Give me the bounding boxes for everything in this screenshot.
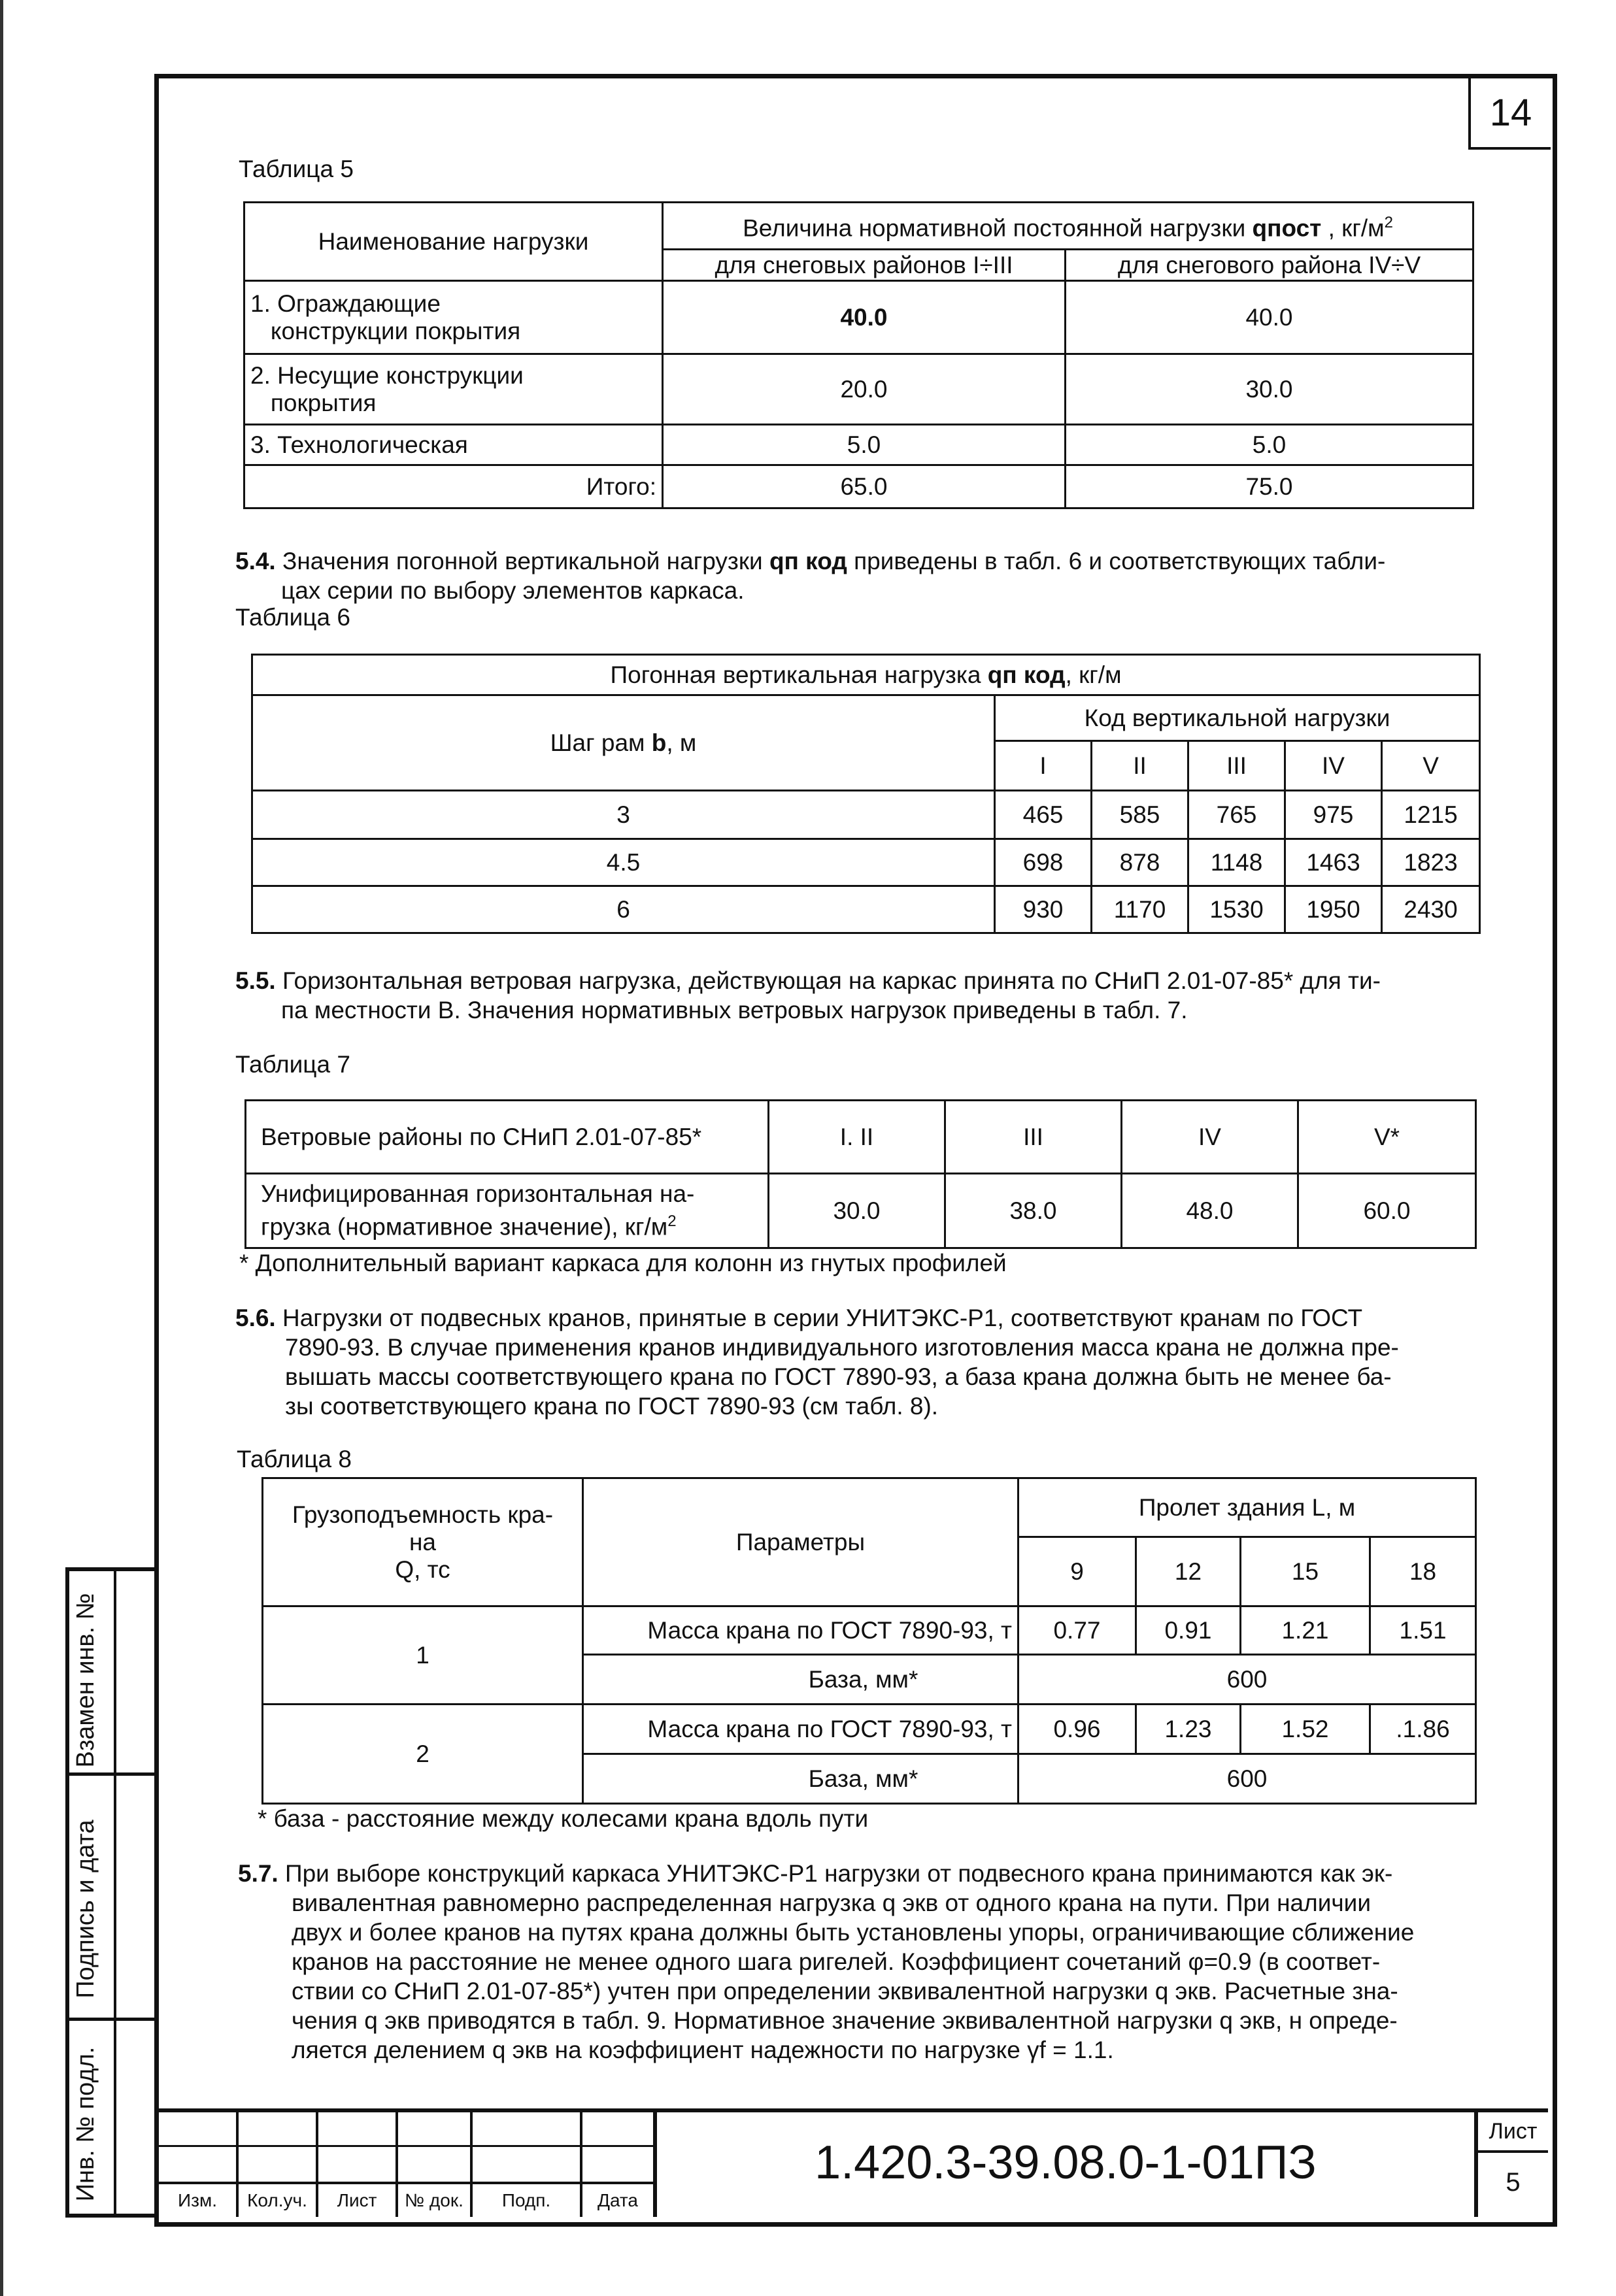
table8-mass: 1.21: [1241, 1606, 1370, 1655]
col-izm: Изм.: [178, 2190, 217, 2210]
table8-span-header: Пролет здания L, м: [1018, 1478, 1476, 1537]
sheet-box: [1474, 2112, 1552, 2217]
table6-step-header: Шаг рам b, м: [252, 695, 995, 791]
side-label-sign-date: Подпись и дата: [72, 1820, 99, 1999]
table5-row-value: 40.0: [1066, 281, 1473, 354]
binding-edge-line: [0, 0, 3, 2296]
paragraph-5-7: 5.7. При выборе конструкций каркаса УНИТЭКС-Р1 нагрузки от подвесного крана принимаются как эк- вивалентная равномерно распределенная нагрузка q экв от одного крана на пути. При наличии двух и более кранов на путях крана должны быть установлены упоры, ограничивающие сближение кранов на расстояние не менее одного шага ригелей. Коэффициент сочетаний φ=0.9 (в соответ- ствии со СНиП 2.01-07-85*) учтен при определении эквивалентной нагрузки q экв. Расчетные зна- чения q экв приводятся в табл. 9. Нормативное значение эквивалентной нагрузки q экв, н опреде- ляется делением q экв на коэффициент надежности по нагрузке γf = 1.1.: [238, 1860, 1415, 2063]
table6-cell: 975: [1285, 791, 1382, 839]
table8-base-label: База, мм*: [583, 1655, 1018, 1705]
table7-region: V*: [1298, 1101, 1476, 1174]
side-label-inv-original: Инв. № подл.: [72, 2046, 99, 2202]
table5-caption: Таблица 5: [239, 156, 354, 182]
table7-header-label: Ветровые районы по СНиП 2.01-07-85*: [246, 1101, 769, 1174]
table6: [251, 654, 1481, 934]
table8-capacity-header: Грузоподъемность кра- на Q, тс: [263, 1478, 583, 1606]
table8-span: 9: [1018, 1537, 1136, 1606]
table8-base-label: База, мм*: [583, 1754, 1018, 1804]
table8-mass-label: Масса крана по ГОСТ 7890-93, т: [583, 1705, 1018, 1754]
grid-line: [159, 2182, 653, 2184]
table5-row-value: 5.0: [663, 425, 1066, 465]
table5-row-value: 20.0: [663, 354, 1066, 425]
table6-title: Погонная вертикальная нагрузка qп код, кг/м: [252, 655, 1480, 695]
corner-number: 14: [1489, 92, 1532, 134]
table8-capacity: 2: [263, 1705, 583, 1804]
table5: [243, 201, 1474, 509]
table6-cell: 698: [995, 839, 1092, 886]
table8-mass: 1.52: [1241, 1705, 1370, 1754]
table6-code: II: [1092, 741, 1188, 791]
paragraph-5-6: 5.6. Нагрузки от подвесных кранов, принятые в серии УНИТЭКС-Р1, соответствуют кранам по ГОСТ 7890-93. В случае применения кранов индивидуального изготовления масса крана не должна пре- вышать массы соответствующего крана по ГОСТ 7890-93, а база крана должна быть не менее ба- зы соответствующего крана по ГОСТ 7890-93 (см табл. 8).: [235, 1305, 1399, 1420]
table6-cell: 930: [995, 886, 1092, 933]
table7-region: III: [945, 1101, 1122, 1174]
title-block: [159, 2108, 1548, 2217]
table6-cell: 1950: [1285, 886, 1382, 933]
table8-capacity: 1: [263, 1606, 583, 1705]
table8-span: 15: [1241, 1537, 1370, 1606]
table7-region: I. II: [769, 1101, 945, 1174]
table5-subheader-2: для снегового района IV÷V: [1066, 250, 1473, 281]
table6-code-header: Код вертикальной нагрузки: [995, 695, 1480, 741]
table8-mass-label: Масса крана по ГОСТ 7890-93, т: [583, 1606, 1018, 1655]
col-podp: Подп.: [501, 2190, 551, 2210]
table7-row-label: Унифицированная горизонтальная на- грузка (нормативное значение), $кг/м^2$: [246, 1174, 769, 1248]
table8-footnote: * база - расстояние между колесами крана вдоль пути: [258, 1805, 869, 1832]
table6-cell: 2430: [1382, 886, 1480, 933]
table6-code: V: [1382, 741, 1480, 791]
table8-span: 12: [1136, 1537, 1241, 1606]
table6-cell: 878: [1092, 839, 1188, 886]
sheet-number: 5: [1506, 2168, 1521, 2197]
table6-cell: 1215: [1382, 791, 1480, 839]
table6-step: 6: [252, 886, 995, 933]
table8-mass: 0.77: [1018, 1606, 1136, 1655]
table5-total-value: 65.0: [663, 465, 1066, 508]
table8-params-header: Параметры: [583, 1478, 1018, 1606]
table7-region: IV: [1122, 1101, 1298, 1174]
table6-cell: 1148: [1188, 839, 1285, 886]
corner-number-box: [1468, 78, 1551, 150]
table6-code: III: [1188, 741, 1285, 791]
table5-row-value: 30.0: [1066, 354, 1473, 425]
table6-cell: 765: [1188, 791, 1285, 839]
table6-cell: 1170: [1092, 886, 1188, 933]
table5-row-name: 2. Несущие конструкции покрытия: [244, 354, 663, 425]
col-kolvo-uch: Кол.уч.: [247, 2190, 307, 2210]
table8-mass: 1.23: [1136, 1705, 1241, 1754]
col-n-dok: № док.: [405, 2190, 463, 2210]
document-designation: 1.420.3-39.08.0-1-01ПЗ: [815, 2137, 1317, 2189]
col-data: Дата: [597, 2190, 638, 2210]
table6-cell: 1823: [1382, 839, 1480, 886]
table7-footnote: * Дополнительный вариант каркаса для колонн из гнутых профилей: [239, 1250, 1007, 1276]
table8: [261, 1477, 1477, 1805]
grid-line: [159, 2145, 653, 2147]
table5-header-name: Наименование нагрузки: [244, 203, 663, 281]
table5-subheader-1: для снеговых районов I÷III: [663, 250, 1066, 281]
title-block-grid: [159, 2112, 657, 2217]
table5-row-name: 1. Ограждающие конструкции покрытия: [244, 281, 663, 354]
paragraph-5-5: 5.5. Горизонтальная ветровая нагрузка, действующая на каркас принята по СНиП 2.01-07-85* для ти- па местности В. Значения нормативных ветровых нагрузок приведены в табл. 7.: [235, 967, 1381, 1023]
table7-value: 38.0: [945, 1174, 1122, 1248]
table6-cell: 1530: [1188, 886, 1285, 933]
side-stamp-divider: [114, 1571, 116, 2214]
table6-cell: 585: [1092, 791, 1188, 839]
table5-row-value: 40.0: [663, 281, 1066, 354]
table6-code: IV: [1285, 741, 1382, 791]
table6-code: I: [995, 741, 1092, 791]
table8-mass: 1.51: [1370, 1606, 1476, 1655]
table8-mass: 0.91: [1136, 1606, 1241, 1655]
paragraph-5-4: 5.4. Значения погонной вертикальной нагрузки qп код приведены в табл. 6 и соответствующих табли- цах серии по выбору элементов каркаса.: [235, 548, 1386, 604]
col-list: Лист: [337, 2190, 377, 2210]
table6-cell: 1463: [1285, 839, 1382, 886]
table7-value: 60.0: [1298, 1174, 1476, 1248]
table5-row-value: 5.0: [1066, 425, 1473, 465]
table6-step: 4.5: [252, 839, 995, 886]
table5-total-value: 75.0: [1066, 465, 1473, 508]
table8-span: 18: [1370, 1537, 1476, 1606]
table7-value: 48.0: [1122, 1174, 1298, 1248]
table8-base: 600: [1018, 1754, 1476, 1804]
table7-caption: Таблица 7: [235, 1051, 350, 1078]
table6-step: 3: [252, 791, 995, 839]
table8-caption: Таблица 8: [237, 1446, 352, 1472]
table5-row-name: 3. Технологическая: [244, 425, 663, 465]
table7: [244, 1099, 1477, 1249]
table7-value: 30.0: [769, 1174, 945, 1248]
table5-header-value: Величина нормативной постоянной нагрузки qпост , $кг/м^2$: [663, 203, 1473, 250]
table8-base: 600: [1018, 1655, 1476, 1705]
table6-caption: Таблица 6: [235, 604, 350, 631]
table5-total-label: Итого:: [244, 465, 663, 508]
sheet-label: Лист: [1478, 2112, 1548, 2153]
table8-mass: 0.96: [1018, 1705, 1136, 1754]
side-label-replace-inv: Взамен инв. №: [72, 1593, 99, 1768]
table8-mass: .1.86: [1370, 1705, 1476, 1754]
table6-cell: 465: [995, 791, 1092, 839]
